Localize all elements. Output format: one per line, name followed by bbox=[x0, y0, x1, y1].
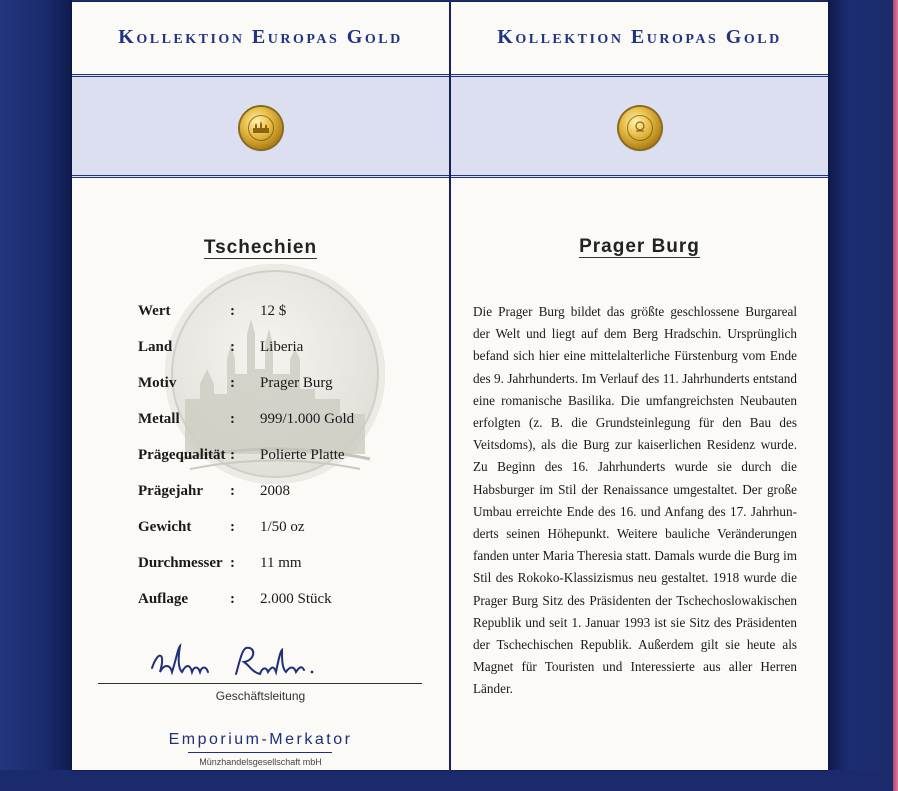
right-header bbox=[451, 2, 828, 74]
certificate-left-panel bbox=[72, 2, 449, 770]
collection-title: Kollektion Europas Gold bbox=[118, 26, 403, 48]
country-title bbox=[72, 237, 449, 259]
spec-label: Prägejahr bbox=[138, 483, 203, 499]
spec-label: Gewicht bbox=[138, 519, 192, 535]
company-divider bbox=[188, 752, 332, 753]
spec-value: 2008 bbox=[260, 483, 290, 499]
history-description: Die Prager Burg bildet das größte geschlossene Burgareal der Welt und liegt auf dem Berg Hradschin. Ursprünglich befand sich hier eine mittelalterliche Fürstenburg vom Ende des 9. Jahrhunderts. Im Verlauf des 11. Jahrhunderts entstand eine romanische Basilika. Die umfangreichsten Neubauten erfolgten (z. B. die Grundsteinlegung für den Bau des Veitsdoms), als die Burg zur kaiserlichen Residenz wurde. Zu Beginn des 16. Jahrhunderts wurde sie durch die Habsburger im Stil der Renaissance umgestaltet. Der große Umbau erreichte Ende des 16. und Anfang des 17. Jahrhunderts seinen Höhepunkt. Weitere bauliche Veränderungen fanden unter Maria Theresia statt. Damals wurde die Burg im Stil des Rokoko-Klassizismus neu gestaltet. 1918 wurde die Prager Burg Sitz des Präsidenten der Tschechoslowakischen Republik und seit 1. Januar 1993 ist sie Sitz des Präsidenten der Tschechischen Republik. Außerdem gilt sie heute als Magnet für Touristen und Interessierte aus aller Herren Länder. bbox=[473, 304, 797, 697]
motif-title bbox=[451, 236, 828, 258]
management-label: Geschäftsleitung bbox=[215, 689, 306, 703]
spec-value: 12 $ bbox=[260, 303, 287, 319]
company-name: Emporium-Merkator bbox=[168, 731, 353, 748]
blue-background-left bbox=[0, 0, 72, 791]
pink-edge bbox=[893, 0, 898, 791]
castle-icon bbox=[252, 121, 270, 133]
spec-value: Prager Burg bbox=[260, 375, 333, 391]
company-subtitle: Münzhandelsgesellschaft mbH bbox=[199, 757, 322, 767]
spec-colon: : bbox=[230, 375, 235, 391]
spec-label: Auflage bbox=[138, 591, 188, 607]
signature-line bbox=[98, 683, 422, 684]
spec-label: Motiv bbox=[138, 375, 177, 391]
spec-label: Prägequalität bbox=[138, 447, 226, 463]
collection-title: Kollektion Europas Gold bbox=[497, 26, 782, 48]
spec-value: Polierte Platte bbox=[260, 447, 345, 463]
spec-colon: : bbox=[230, 447, 235, 463]
spec-label: Wert bbox=[138, 303, 171, 319]
spec-label: Metall bbox=[138, 411, 180, 427]
coat-of-arms-icon bbox=[631, 121, 649, 133]
certificate-right-panel bbox=[451, 2, 828, 770]
spec-colon: : bbox=[230, 555, 235, 571]
gold-coin-reverse-icon bbox=[619, 107, 661, 149]
country-title-text: Tschechien bbox=[203, 237, 318, 258]
spec-colon: : bbox=[230, 519, 235, 535]
spec-colon: : bbox=[230, 411, 235, 427]
spec-value: 11 mm bbox=[260, 555, 302, 571]
spec-value: 2.000 Stück bbox=[260, 591, 332, 607]
coin-band bbox=[72, 74, 449, 178]
spec-value: Liberia bbox=[260, 339, 304, 355]
gold-coin-castle-icon bbox=[240, 107, 282, 149]
spec-value: 1/50 oz bbox=[260, 519, 305, 535]
spec-value: 999/1.000 Gold bbox=[260, 411, 355, 427]
left-header bbox=[72, 2, 449, 74]
coin-band bbox=[451, 74, 828, 178]
blue-background-bottom bbox=[0, 770, 898, 791]
spec-colon: : bbox=[230, 591, 235, 607]
blue-background-right bbox=[828, 0, 898, 791]
spec-colon: : bbox=[230, 339, 235, 355]
spec-colon: : bbox=[230, 303, 235, 319]
handwritten-signature bbox=[144, 638, 364, 686]
spec-label: Land bbox=[138, 339, 173, 355]
motif-title-text: Prager Burg bbox=[579, 236, 700, 257]
spec-label: Durchmesser bbox=[138, 555, 223, 571]
spec-colon: : bbox=[230, 483, 235, 499]
